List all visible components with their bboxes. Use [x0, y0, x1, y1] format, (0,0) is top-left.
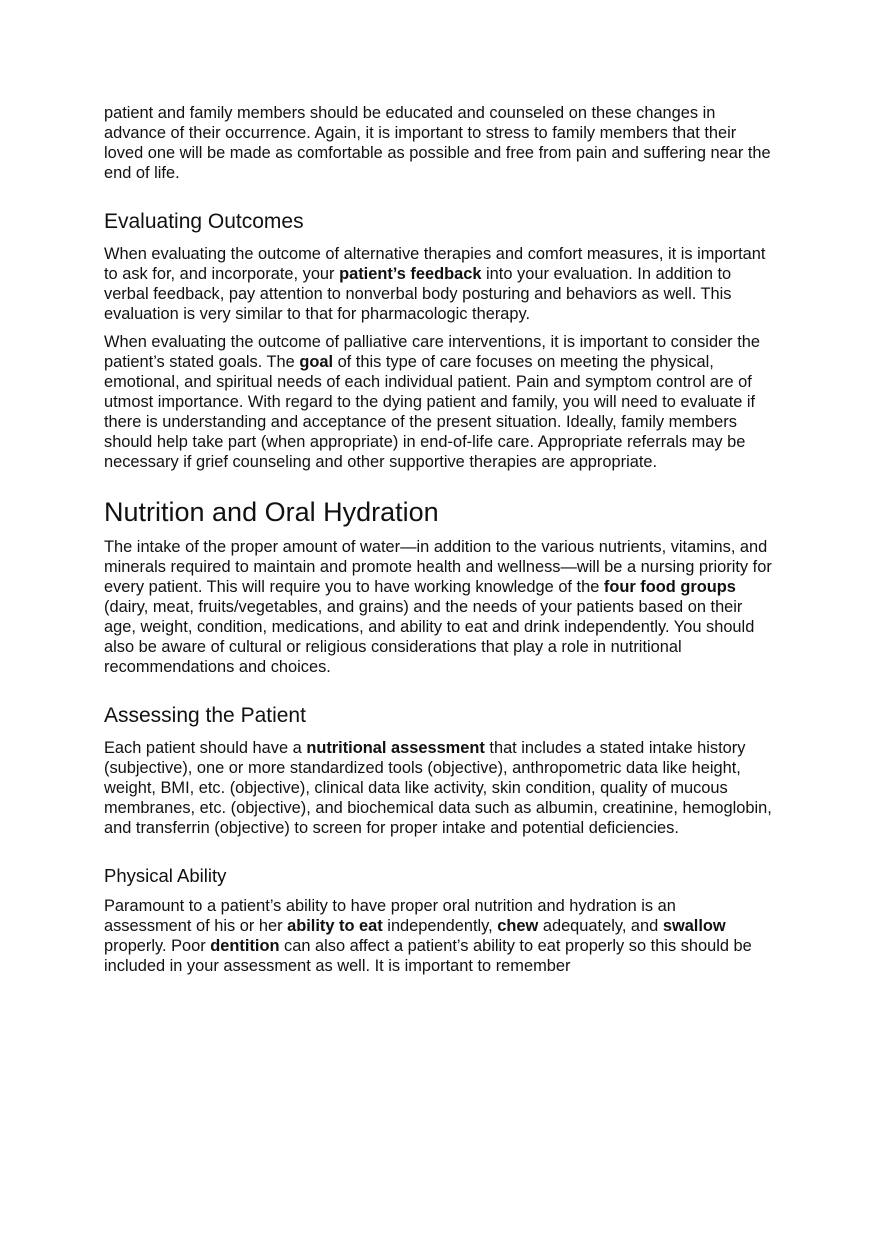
chew-term: chew	[497, 917, 539, 935]
assessing-patient-heading: Assessing the Patient	[104, 704, 306, 727]
evaluating-paragraph-1: When evaluating the outcome of alternative therapies and comfort measures, it is important to ask for, and incorporate, your patient’s feedback into your evaluation. In addition to verbal feedback, pay attention to nonverbal body posturing and behaviors as well. This evaluation is very similar to that for pharmacologic therapy.	[104, 245, 766, 323]
document-page	[104, 103, 780, 976]
physical-ability-heading: Physical Ability	[104, 865, 227, 886]
ability-to-eat-term: ability to eat	[287, 917, 383, 935]
goal-term: goal	[299, 353, 334, 371]
patient-feedback-term: patient’s feedback	[339, 265, 482, 283]
swallow-term: swallow	[662, 917, 726, 935]
evaluating-outcomes-heading: Evaluating Outcomes	[104, 210, 304, 233]
nutrition-heading: Nutrition and Oral Hydration	[104, 497, 439, 527]
nutritional-assessment-term: nutritional assessment	[306, 739, 485, 757]
dentition-term: dentition	[210, 937, 280, 955]
intro-paragraph: patient and family members should be educated and counseled on these changes in advance of their occurrence. Again, it is important to stress to family members that their loved one will be made as comfortable as possible and free from pain and suffering near the end of life.	[104, 104, 771, 182]
evaluating-paragraph-2: When evaluating the outcome of palliative care interventions, it is important to consider the patient’s stated goals. The goal of this type of care focuses on meeting the physical, emotional, and spiritual needs of each individual patient. Pain and symptom control are of utmost importance. With regard to the dying patient and family, you will need to evaluate if there is understanding and acceptance of the present situation. Ideally, family members should help take part (when appropriate) in end-of-life care. Appropriate referrals may be necessary if grief counseling and other supportive therapies are appropriate.	[104, 333, 760, 471]
nutrition-paragraph: The intake of the proper amount of water—in addition to the various nutrients, vitamins, and minerals required to maintain and promote health and wellness—will be a nursing priority for every patient. This will require you to have working knowledge of the four food groups (dairy, meat, fruits/vegetables, and grains) and the needs of your patients based on their age, weight, condition, medications, and ability to eat and drink independently. You should also be aware of cultural or religious considerations that play a role in nutritional recommendations and choices.	[104, 538, 772, 676]
assessing-paragraph: Each patient should have a nutritional assessment that includes a stated intake history (subjective), one or more standardized tools (objective), anthropometric data like height, weight, BMI, etc. (objective), clinical data like activity, skin condition, quality of mucous membranes, etc. (objective), and biochemical data such as albumin, creatinine, hemoglobin, and transferrin (objective) to screen for proper intake and potential deficiencies.	[104, 739, 772, 837]
physical-ability-paragraph: Paramount to a patient’s ability to have proper oral nutrition and hydration is an assessment of his or her ability to eat independently, chew adequately, and swallow properly. Poor dentition can also affect a patient’s ability to eat properly so this should be included in your assessment as well. It is important to remember	[104, 897, 752, 975]
four-food-groups-term: four food groups	[603, 578, 736, 596]
